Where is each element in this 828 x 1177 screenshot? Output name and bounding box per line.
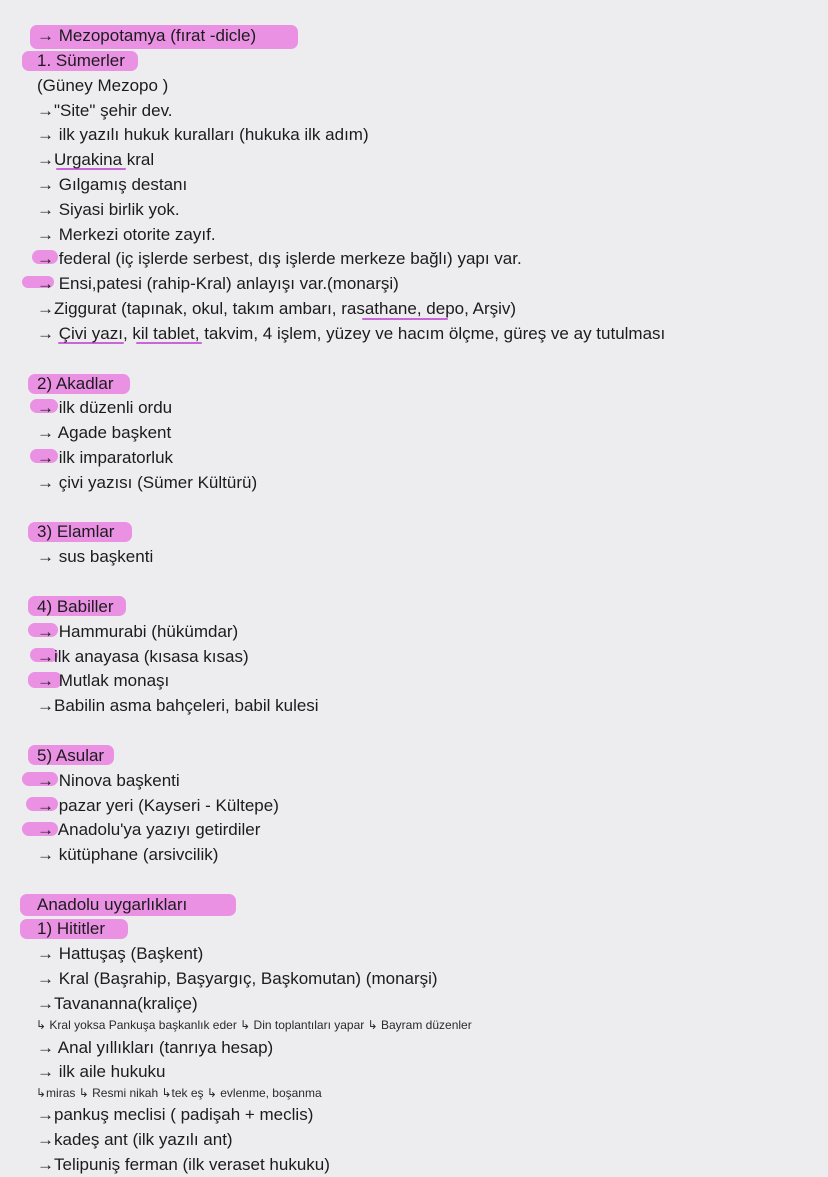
section-title-asular: 5) Asular [37,746,105,765]
list-item: → çivi yazısı (Sümer Kültürü) [37,473,258,492]
list-item: → Anadolu'ya yazıyı getirdiler [37,820,261,839]
list-item: → pazar yeri (Kayseri - Kültepe) [37,796,279,815]
list-item: → Çivi yazı, kil tablet, takvim, 4 işlem, yüzey ve hacım ölçme, güreş ve ay tutulması [37,324,666,343]
section-title-babiller: 4) Babiller [37,597,114,616]
list-item: → Agade başkent [37,423,172,442]
list-item: → kütüphane (arsivcilik) [37,845,219,864]
list-item: →Ziggurat (tapınak, okul, takım ambarı, rasathane, depo, Arşiv) [37,299,517,318]
list-item: → Ninova başkenti [37,771,180,790]
list-item: →Telipuniş ferman (ilk veraset hukuku) [37,1155,330,1174]
section-title-hititler: 1) Hititler [37,919,106,938]
list-item: → federal (iç işlerde serbest, dış işlerde merkeze bağlı) yapı var. [37,249,522,268]
section-title-mezopotamya: → Mezopotamya (fırat -dicle) [37,26,257,45]
list-item: → ilk aile hukuku [37,1062,166,1081]
sub-note: ↳miras ↳ Resmi nikah ↳tek eş ↳ evlenme, boşanma [36,1086,322,1100]
section-title-anadolu: Anadolu uygarlıkları [37,895,188,914]
list-item: → ilk düzenli ordu [37,398,173,417]
list-item: →kadeş ant (ilk yazılı ant) [37,1130,233,1149]
list-item: → Mutlak monaşı [37,671,170,690]
list-item: → Hammurabi (hükümdar) [37,622,239,641]
sub-note: ↳ Kral yoksa Pankuşa başkanlık eder ↳ Din toplantıları yapar ↳ Bayram düzenler [36,1018,472,1032]
list-item: →"Site" şehir dev. [37,101,173,120]
list-item: →Babilin asma bahçeleri, babil kulesi [37,696,319,715]
list-item: →pankuş meclisi ( padişah + meclis) [37,1105,314,1124]
list-item: → ilk yazılı hukuk kuralları (hukuka ilk adım) [37,125,369,144]
list-item: → Siyasi birlik yok. [37,200,180,219]
list-item: → sus başkenti [37,547,154,566]
list-item: → ilk imparatorluk [37,448,174,467]
list-item: → Anal yıllıkları (tanrıya hesap) [37,1038,274,1057]
list-item: → Ensi,patesi (rahip-Kral) anlayışı var.(monarşi) [37,274,399,293]
section-title-akadlar: 2) Akadlar [37,374,114,393]
list-item: → Hattuşaş (Başkent) [37,944,204,963]
list-item: →Tavananna(kraliçe) [37,994,198,1013]
list-item: → Gılgamış destanı [37,175,188,194]
section-title-elamlar: 3) Elamlar [37,522,115,541]
list-item: (Güney Mezopo ) [37,76,169,95]
section-title-sumerler: 1. Sümerler [37,51,125,70]
list-item: → Merkezi otorite zayıf. [37,225,216,244]
list-item: → Kral (Başrahip, Başyargıç, Başkomutan) (monarşi) [37,969,438,988]
list-item: →ilk anayasa (kısasa kısas) [37,647,249,666]
list-item: →Urgakina kral [37,150,155,169]
